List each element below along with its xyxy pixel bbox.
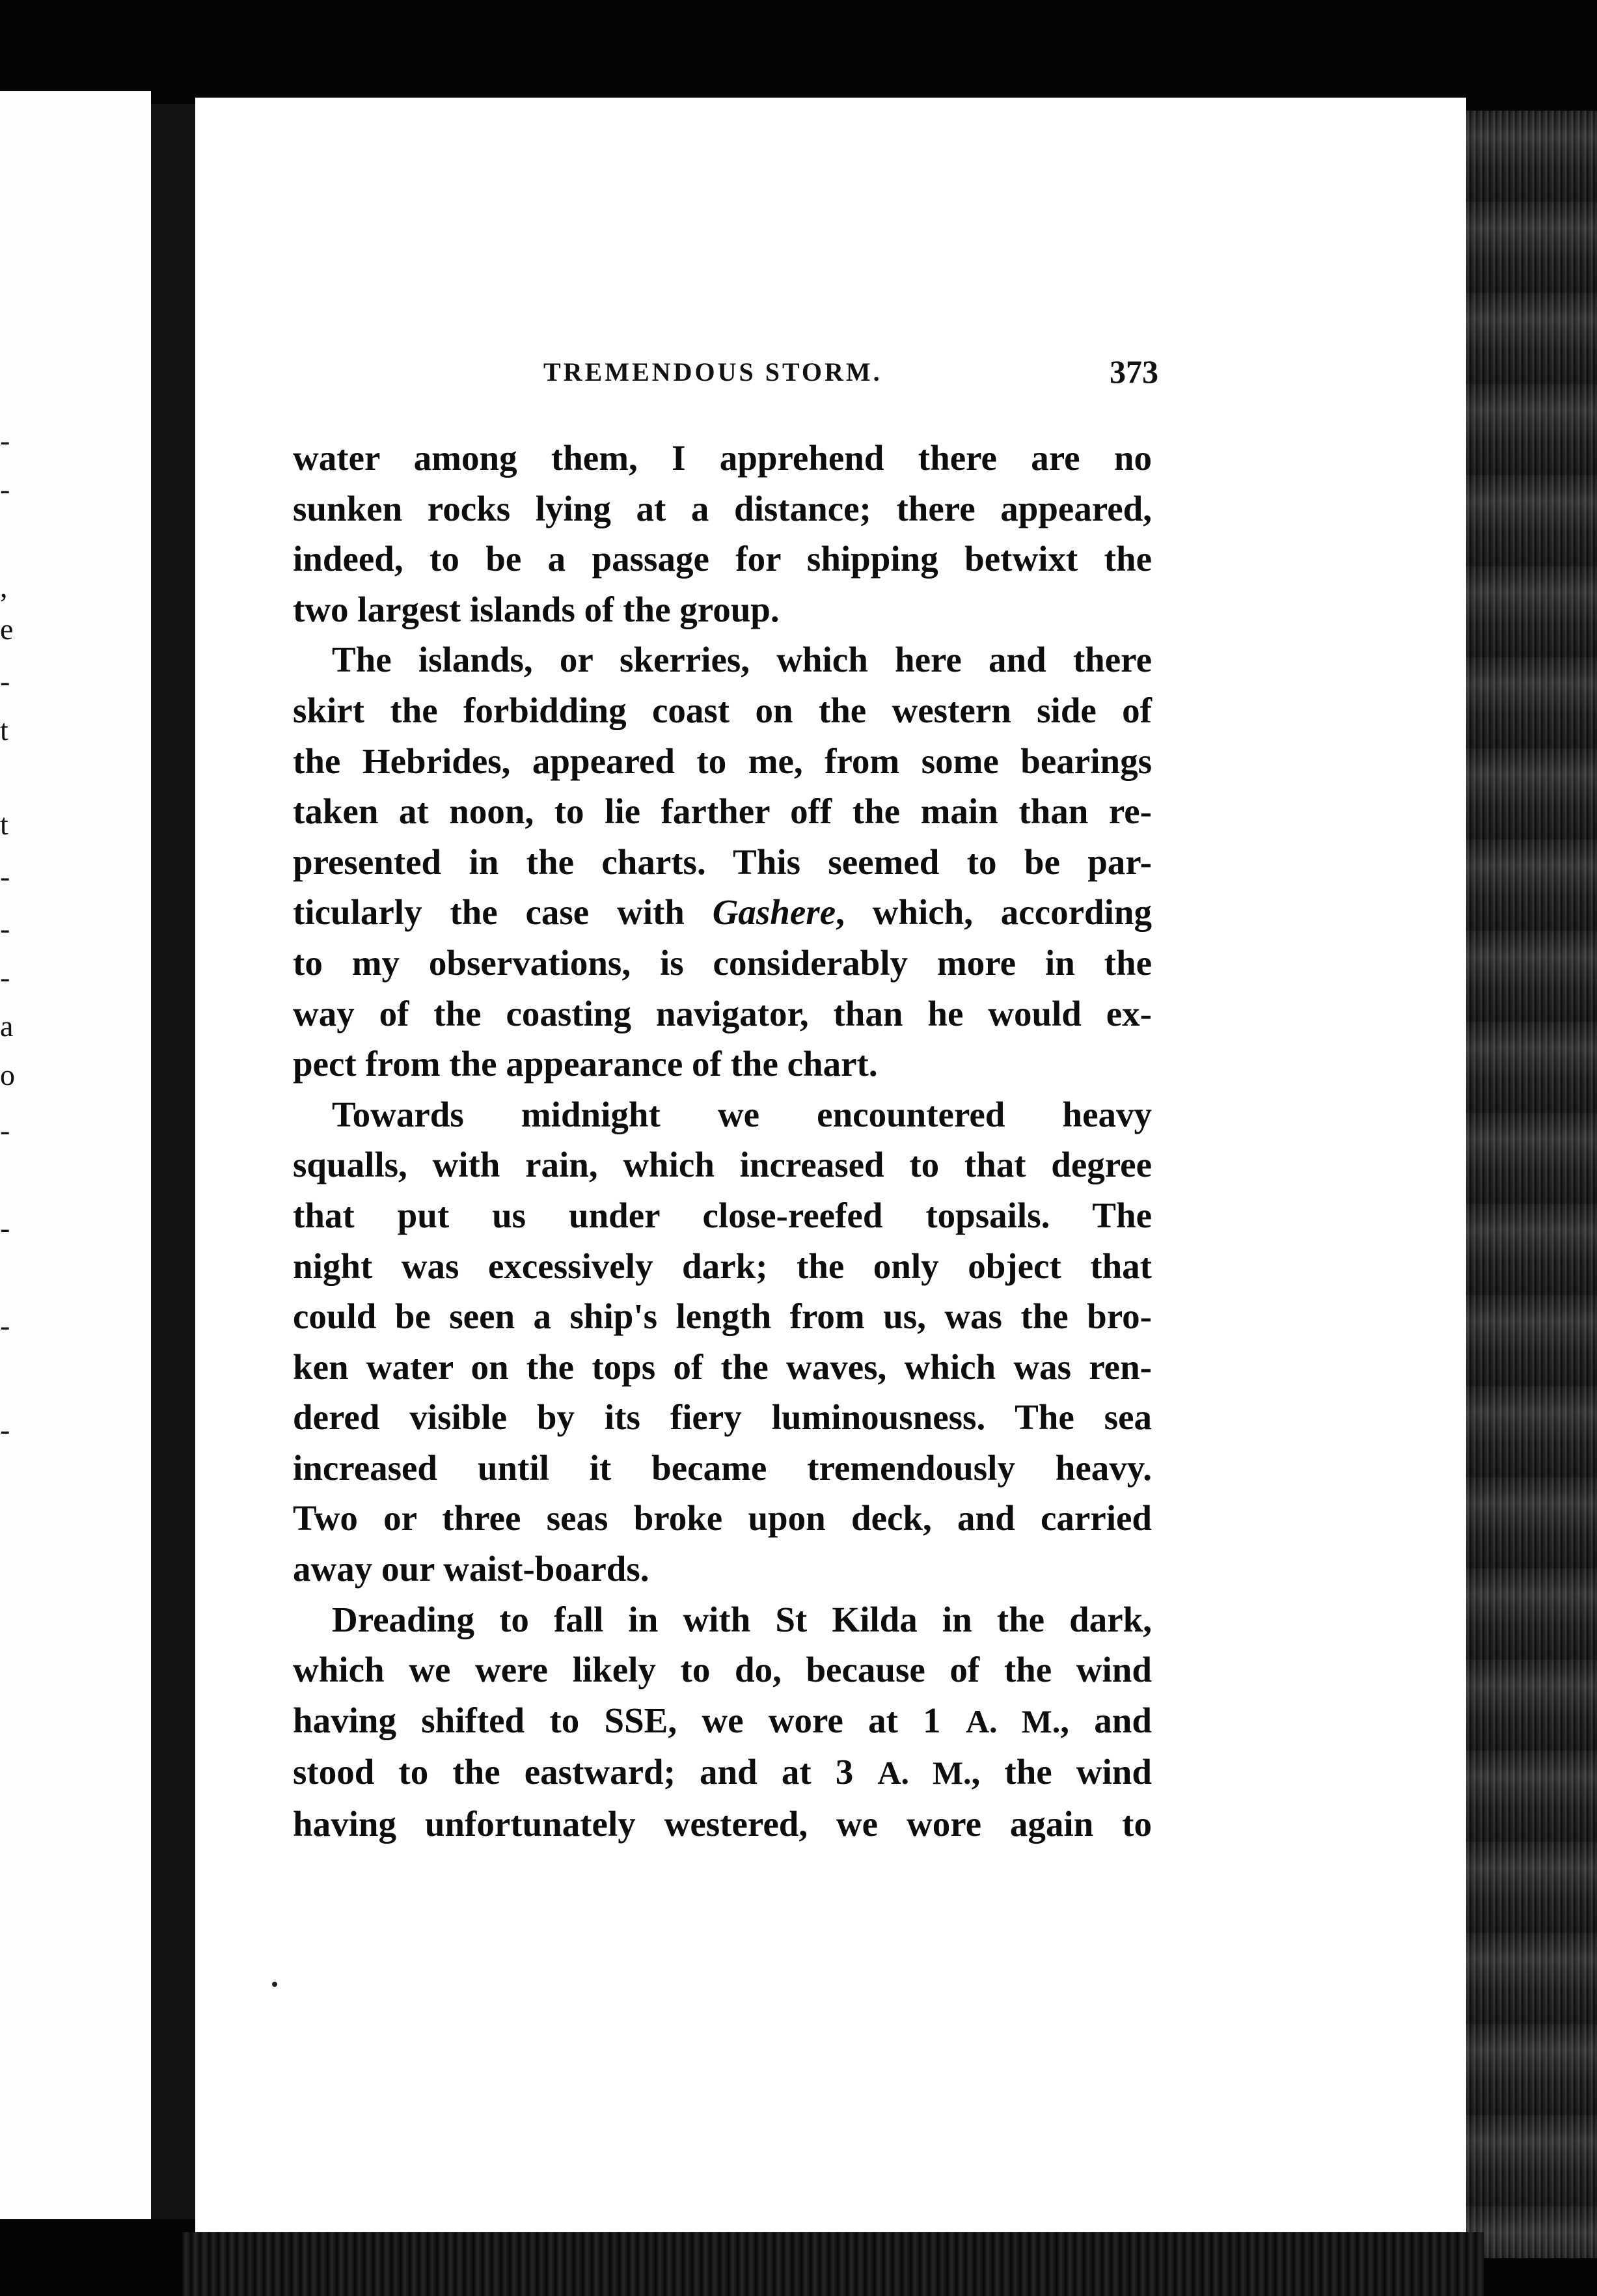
left-page-fragment: - — [0, 1211, 10, 1244]
text-line: ken water on the tops of the waves, which was ren- — [293, 1346, 1152, 1387]
text-line: squalls, with rain, which increased to that degree — [293, 1145, 1152, 1185]
text-line: Towards midnight we encountered heavy — [332, 1094, 1152, 1134]
left-page-fragment: , — [0, 570, 8, 603]
text-line: could be seen a ship's length from us, was the bro- — [293, 1296, 1152, 1337]
left-page-fragment: - — [0, 961, 10, 994]
left-page-fragment: t — [0, 713, 8, 746]
adjacent-left-page — [0, 91, 151, 2219]
page-number: 373 — [1110, 353, 1158, 390]
italic-place-name: Gashere — [712, 892, 836, 933]
text-line: the Hebrides, appeared to me, from some bearings — [293, 741, 1152, 781]
text-line: to my observations, is considerably more in the — [293, 942, 1152, 983]
left-page-fragment: a — [0, 1009, 14, 1043]
text-line: pect from the appearance of the chart. — [293, 1044, 878, 1084]
page-edge-texture — [1466, 111, 1597, 2258]
left-page-fragment: o — [0, 1058, 15, 1091]
text-line: having unfortunately westered, we wore again to — [293, 1804, 1152, 1844]
text-line: Two or three seas broke upon deck, and carried — [293, 1498, 1152, 1538]
text-line: sunken rocks lying at a distance; there appeared, — [293, 488, 1152, 528]
text-line: dered visible by its fiery luminousness. The sea — [293, 1397, 1152, 1438]
book-gutter — [151, 104, 195, 2219]
text-line: taken at noon, to lie farther off the main than re- — [293, 791, 1152, 832]
bottom-page-edges — [182, 2232, 1484, 2296]
left-page-fragment: - — [0, 912, 10, 945]
text-line: skirt the forbidding coast on the western side of — [293, 690, 1152, 730]
left-page-fragment: e — [0, 612, 14, 646]
time-abbreviation: A. M. — [965, 1702, 1061, 1740]
text-segment: , and — [1060, 1700, 1152, 1740]
text-line: water among them, I apprehend there are no — [293, 438, 1152, 478]
text-segment: , which, according — [836, 892, 1153, 933]
running-title: TREMENDOUS STORM. — [543, 357, 882, 387]
text-segment: , the wind — [971, 1752, 1152, 1792]
text-line: Dreading to fall in with St Kilda in the dark, — [332, 1599, 1152, 1639]
text-segment: stood to the eastward; and at 3 — [293, 1752, 878, 1792]
text-line: increased until it became tremendously heavy. — [293, 1447, 1152, 1488]
left-page-fragment: - — [0, 860, 10, 893]
text-segment: ticularly the case with — [293, 892, 713, 933]
body-text — [293, 433, 1152, 1850]
left-page-fragment: - — [0, 1413, 10, 1446]
text-line: which we were likely to do, because of the wind — [293, 1650, 1152, 1690]
left-page-fragment: t — [0, 808, 8, 841]
text-line: that put us under close-reefed topsails. The — [293, 1195, 1152, 1235]
text-line: away our waist-boards. — [293, 1549, 649, 1589]
text-line — [293, 1747, 1152, 1799]
page-header — [345, 353, 1158, 396]
text-line — [293, 1695, 1152, 1747]
text-segment: having shifted to SSE, we wore at 1 — [293, 1700, 966, 1740]
text-line: way of the coasting navigator, than he would ex- — [293, 993, 1152, 1033]
left-page-fragment: - — [0, 424, 10, 457]
text-line: night was excessively dark; the only object that — [293, 1246, 1152, 1286]
text-line: two largest islands of the group. — [293, 589, 780, 629]
left-page-fragment: - — [0, 1309, 10, 1342]
text-line — [293, 887, 1152, 938]
left-page-fragment: - — [0, 1114, 10, 1147]
text-line: The islands, or skerries, which here and there — [332, 640, 1152, 680]
left-page-fragment: - — [0, 664, 10, 698]
left-page-fragment: - — [0, 472, 10, 506]
text-line: presented in the charts. This seemed to be par- — [293, 841, 1152, 882]
text-line: indeed, to be a passage for shipping betwixt the — [293, 539, 1152, 579]
ink-speck — [272, 1982, 277, 1987]
time-abbreviation: A. M. — [877, 1755, 972, 1792]
page-edges — [1466, 111, 1597, 2258]
